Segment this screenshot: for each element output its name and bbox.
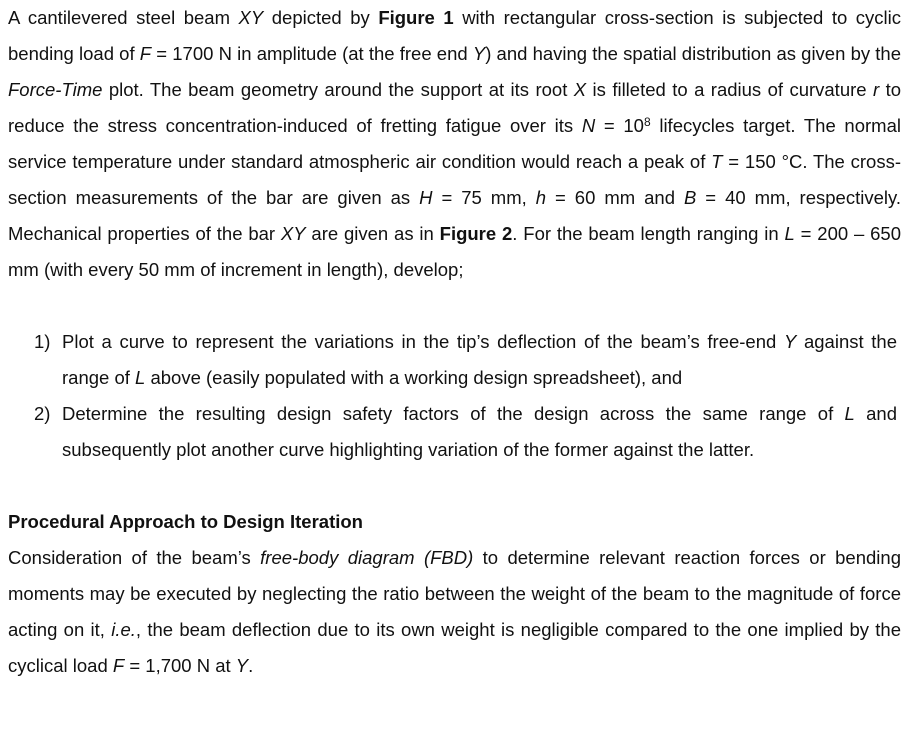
section-heading: Procedural Approach to Design Iteration xyxy=(8,511,363,532)
text-run: lifecycles target. The normal service temperature under standard atmospheric air condition would reach a peak of xyxy=(8,115,901,172)
text-run: A cantilevered steel beam xyxy=(8,7,239,28)
length-symbol: L xyxy=(844,403,855,424)
text-run: . For the beam length ranging in xyxy=(512,223,785,244)
fbd-term: free-body diagram (FBD) xyxy=(260,547,474,568)
figure-1-reference: Figure 1 xyxy=(378,7,454,28)
text-run: above (easily populated with a working design spreadsheet), and xyxy=(145,367,683,388)
beam-label: XY xyxy=(238,7,264,28)
task-item-1 xyxy=(8,324,901,396)
text-run: = 200 – 650 mm (with every 50 mm of increment in length), develop; xyxy=(8,223,901,280)
task-number: 2) xyxy=(34,403,51,424)
beam-label: XY xyxy=(280,223,306,244)
free-end-symbol: Y xyxy=(472,43,486,64)
force-symbol: F xyxy=(139,43,152,64)
root-symbol: X xyxy=(573,79,587,100)
free-end-symbol: Y xyxy=(783,331,797,352)
force-symbol: F xyxy=(112,655,125,676)
temperature-symbol: T xyxy=(711,151,723,172)
text-run: = 60 mm and xyxy=(546,187,684,208)
force-time-term: Force-Time xyxy=(8,79,103,100)
exponent: 8 xyxy=(643,115,651,129)
length-symbol: L xyxy=(135,367,146,388)
height-inner-symbol: h xyxy=(535,187,547,208)
task-item-2 xyxy=(8,396,901,468)
figure-2-reference: Figure 2 xyxy=(439,223,513,244)
text-run: . xyxy=(248,655,254,676)
text-run: = 1700 N in amplitude (at the free end xyxy=(151,43,473,64)
problem-statement-paragraph xyxy=(8,0,901,288)
height-outer-symbol: H xyxy=(419,187,433,208)
text-run: plot. The beam geometry around the support at its root xyxy=(102,79,574,100)
text-run: and subsequently plot another curve highlighting variation of the former against the latter. xyxy=(62,403,897,460)
free-end-symbol: Y xyxy=(235,655,249,676)
text-run: depicted by xyxy=(263,7,379,28)
text-run: to determine relevant reaction forces or bending moments may be executed by neglecting the ratio between the weight of the beam to the magnitude of force acting on it, xyxy=(8,547,901,640)
task-number: 1) xyxy=(34,331,51,352)
text-run: Determine the resulting design safety factors of the design across the same range of xyxy=(62,403,845,424)
radius-symbol: r xyxy=(872,79,880,100)
procedure-paragraph xyxy=(8,540,901,684)
text-run: Consideration of the beam’s xyxy=(8,547,261,568)
text-run: is filleted to a radius of curvature xyxy=(586,79,873,100)
cycles-symbol: N xyxy=(581,115,596,136)
task-list xyxy=(8,324,901,468)
text-run: Plot a curve to represent the variations in the tip’s deflection of the beam’s free-end xyxy=(62,331,784,352)
text-run: ) and having the spatial distribution as given by the xyxy=(485,43,901,64)
ie-abbreviation: i.e. xyxy=(111,619,136,640)
text-run: = 40 mm, respectively. Mechanical properties of the bar xyxy=(8,187,901,244)
text-run: , the beam deflection due to its own weight is negligible compared to the one implied by the cyclical load xyxy=(8,619,901,676)
text-run: with rectangular cross-section is subjected to cyclic bending load of xyxy=(8,7,901,64)
breadth-symbol: B xyxy=(683,187,697,208)
text-run: = 1,700 N at xyxy=(124,655,236,676)
text-run: to reduce the stress concentration-induced of fretting fatigue over its xyxy=(8,79,902,136)
text-run: = 75 mm, xyxy=(432,187,536,208)
text-run: = 150 °C. The cross-section measurements of the bar are given as xyxy=(8,151,901,208)
text-run: against the range of xyxy=(62,331,897,388)
text-run: = 10 xyxy=(595,115,644,136)
length-symbol: L xyxy=(784,223,795,244)
text-run: are given as in xyxy=(305,223,440,244)
